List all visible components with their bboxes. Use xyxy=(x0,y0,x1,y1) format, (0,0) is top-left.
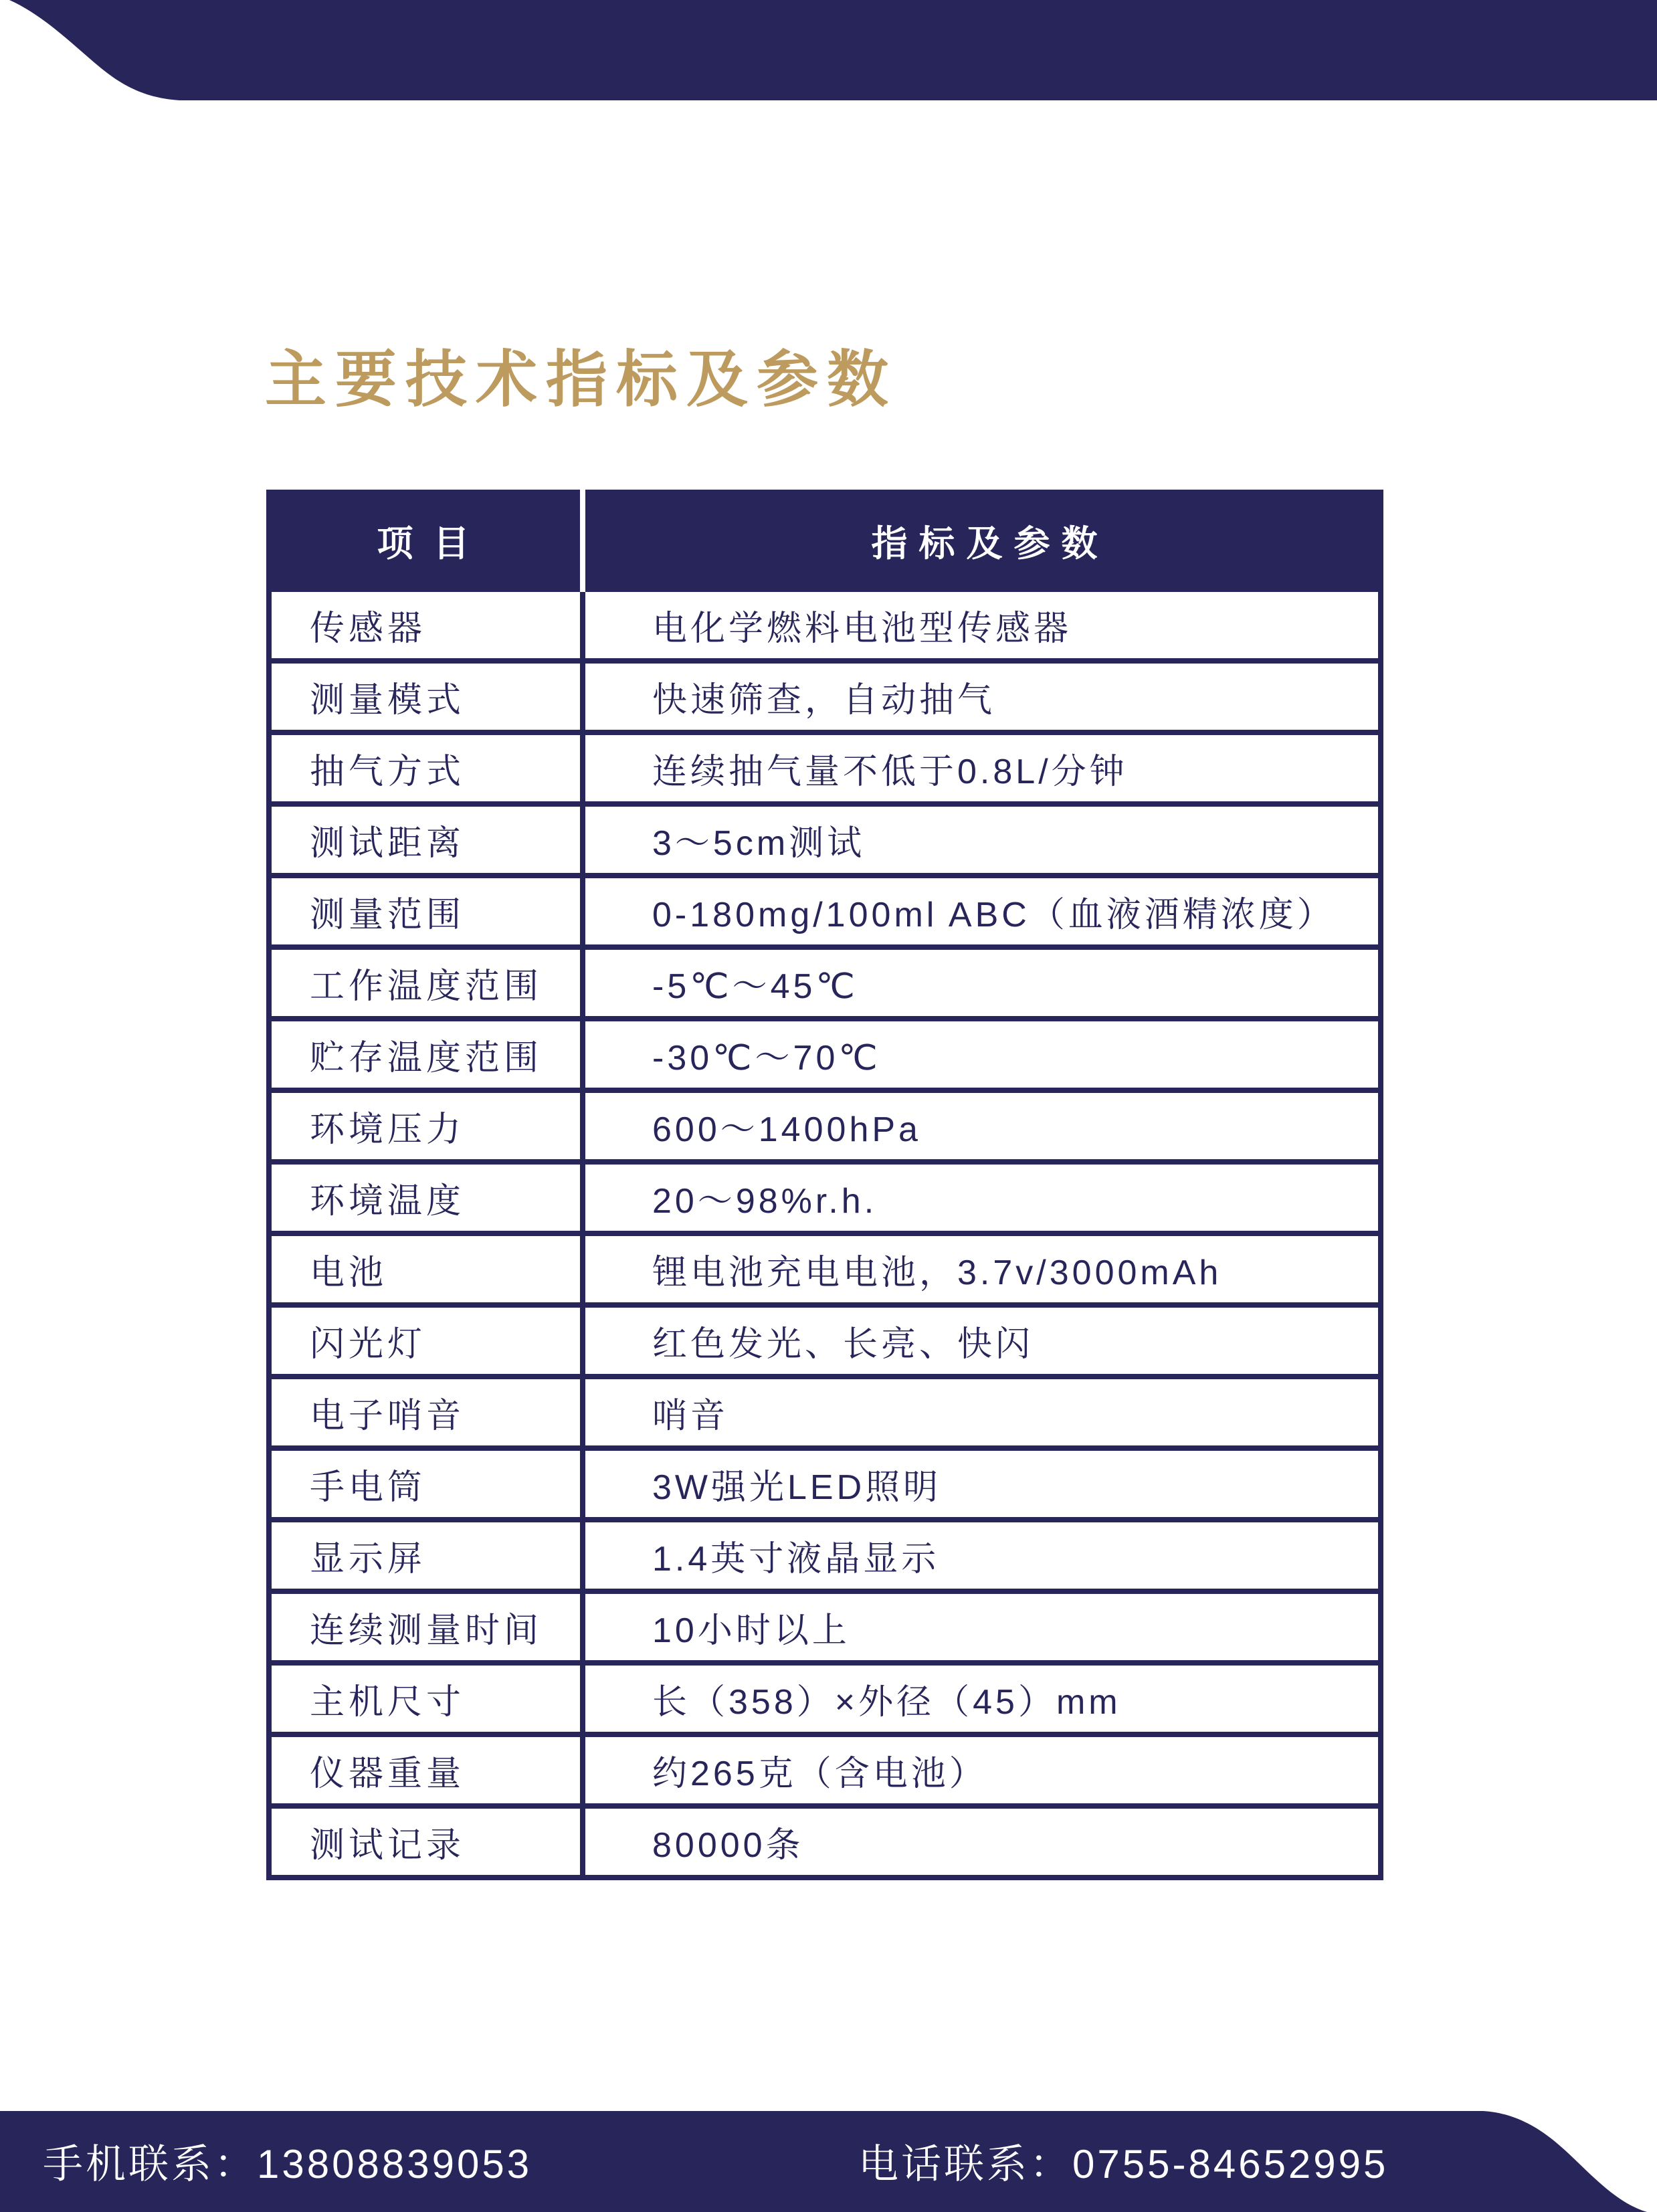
table-header-row xyxy=(266,490,1383,592)
value-cell: 10小时以上 xyxy=(580,1594,1378,1660)
page-title: 主要技术指标及参数 xyxy=(265,346,898,414)
item-cell: 测试记录 xyxy=(310,1826,466,1865)
value-cell: 约265克（含电池） xyxy=(580,1737,1378,1803)
item-cell: 工作温度范围 xyxy=(310,967,543,1006)
value-cell: -5℃～45℃ xyxy=(580,950,1378,1016)
value-cell: 1.4英寸液晶显示 xyxy=(580,1522,1378,1589)
header-swoosh-shape xyxy=(0,0,1657,102)
table-row xyxy=(272,1809,1378,1875)
item-cell: 抽气方式 xyxy=(310,752,466,791)
item-cell: 主机尺寸 xyxy=(310,1683,466,1722)
footer-band xyxy=(0,2110,1657,2212)
spec-table xyxy=(266,490,1383,1880)
table-row xyxy=(272,592,1378,664)
value-cell: 0-180mg/100ml ABC（血液酒精浓度） xyxy=(580,878,1378,944)
table-row xyxy=(272,664,1378,735)
table-row xyxy=(272,1666,1378,1737)
value-cell: 电化学燃料电池型传感器 xyxy=(580,592,1378,658)
column-header-item: 项目 xyxy=(377,524,490,564)
table-row xyxy=(272,1093,1378,1165)
header-column-divider xyxy=(580,490,585,592)
value-cell: 3W强光LED照明 xyxy=(580,1451,1378,1517)
footer-phone-contact: 电话联系：0755-84652995 xyxy=(858,2142,1389,2187)
table-row xyxy=(272,1308,1378,1379)
item-cell: 传感器 xyxy=(310,609,427,648)
table-row xyxy=(272,807,1378,878)
value-cell: 红色发光、长亮、快闪 xyxy=(580,1308,1378,1374)
table-row xyxy=(272,878,1378,950)
table-row xyxy=(272,1594,1378,1666)
table-row xyxy=(272,950,1378,1021)
table-row xyxy=(272,1522,1378,1594)
table-row xyxy=(272,1451,1378,1522)
table-row xyxy=(272,1236,1378,1308)
item-cell: 贮存温度范围 xyxy=(310,1039,543,1078)
value-cell: -30℃～70℃ xyxy=(580,1021,1378,1088)
item-cell: 仪器重量 xyxy=(310,1754,466,1793)
value-cell: 600～1400hPa xyxy=(580,1093,1378,1159)
table-row xyxy=(272,1165,1378,1236)
value-cell: 连续抽气量不低于0.8L/分钟 xyxy=(580,735,1378,801)
item-cell: 测量模式 xyxy=(310,681,466,720)
table-row xyxy=(272,1021,1378,1093)
footer-mobile-contact: 手机联系：13808839053 xyxy=(43,2142,532,2187)
item-cell: 手电筒 xyxy=(310,1468,427,1507)
value-cell: 3～5cm测试 xyxy=(580,807,1378,873)
item-cell: 电池 xyxy=(310,1253,388,1292)
item-cell: 测试距离 xyxy=(310,824,466,863)
table-row xyxy=(272,1379,1378,1451)
column-header-value: 指标及参数 xyxy=(871,524,1109,564)
value-cell: 长（358）×外径（45）mm xyxy=(580,1666,1378,1732)
value-cell: 锂电池充电电池，3.7v/3000mAh xyxy=(580,1236,1378,1302)
item-cell: 环境温度 xyxy=(310,1182,466,1221)
value-cell: 哨音 xyxy=(580,1379,1378,1445)
item-cell: 连续测量时间 xyxy=(310,1611,543,1650)
item-cell: 环境压力 xyxy=(310,1110,466,1149)
table-body xyxy=(266,592,1383,1880)
value-cell: 20～98%r.h. xyxy=(580,1165,1378,1231)
table-row xyxy=(272,1737,1378,1809)
item-cell: 测量范围 xyxy=(310,896,466,934)
header-band xyxy=(0,0,1657,102)
value-cell: 80000条 xyxy=(580,1809,1378,1875)
item-cell: 显示屏 xyxy=(310,1540,427,1579)
table-row xyxy=(272,735,1378,807)
item-cell: 闪光灯 xyxy=(310,1325,427,1364)
value-cell: 快速筛查，自动抽气 xyxy=(580,664,1378,730)
item-cell: 电子哨音 xyxy=(310,1397,466,1435)
